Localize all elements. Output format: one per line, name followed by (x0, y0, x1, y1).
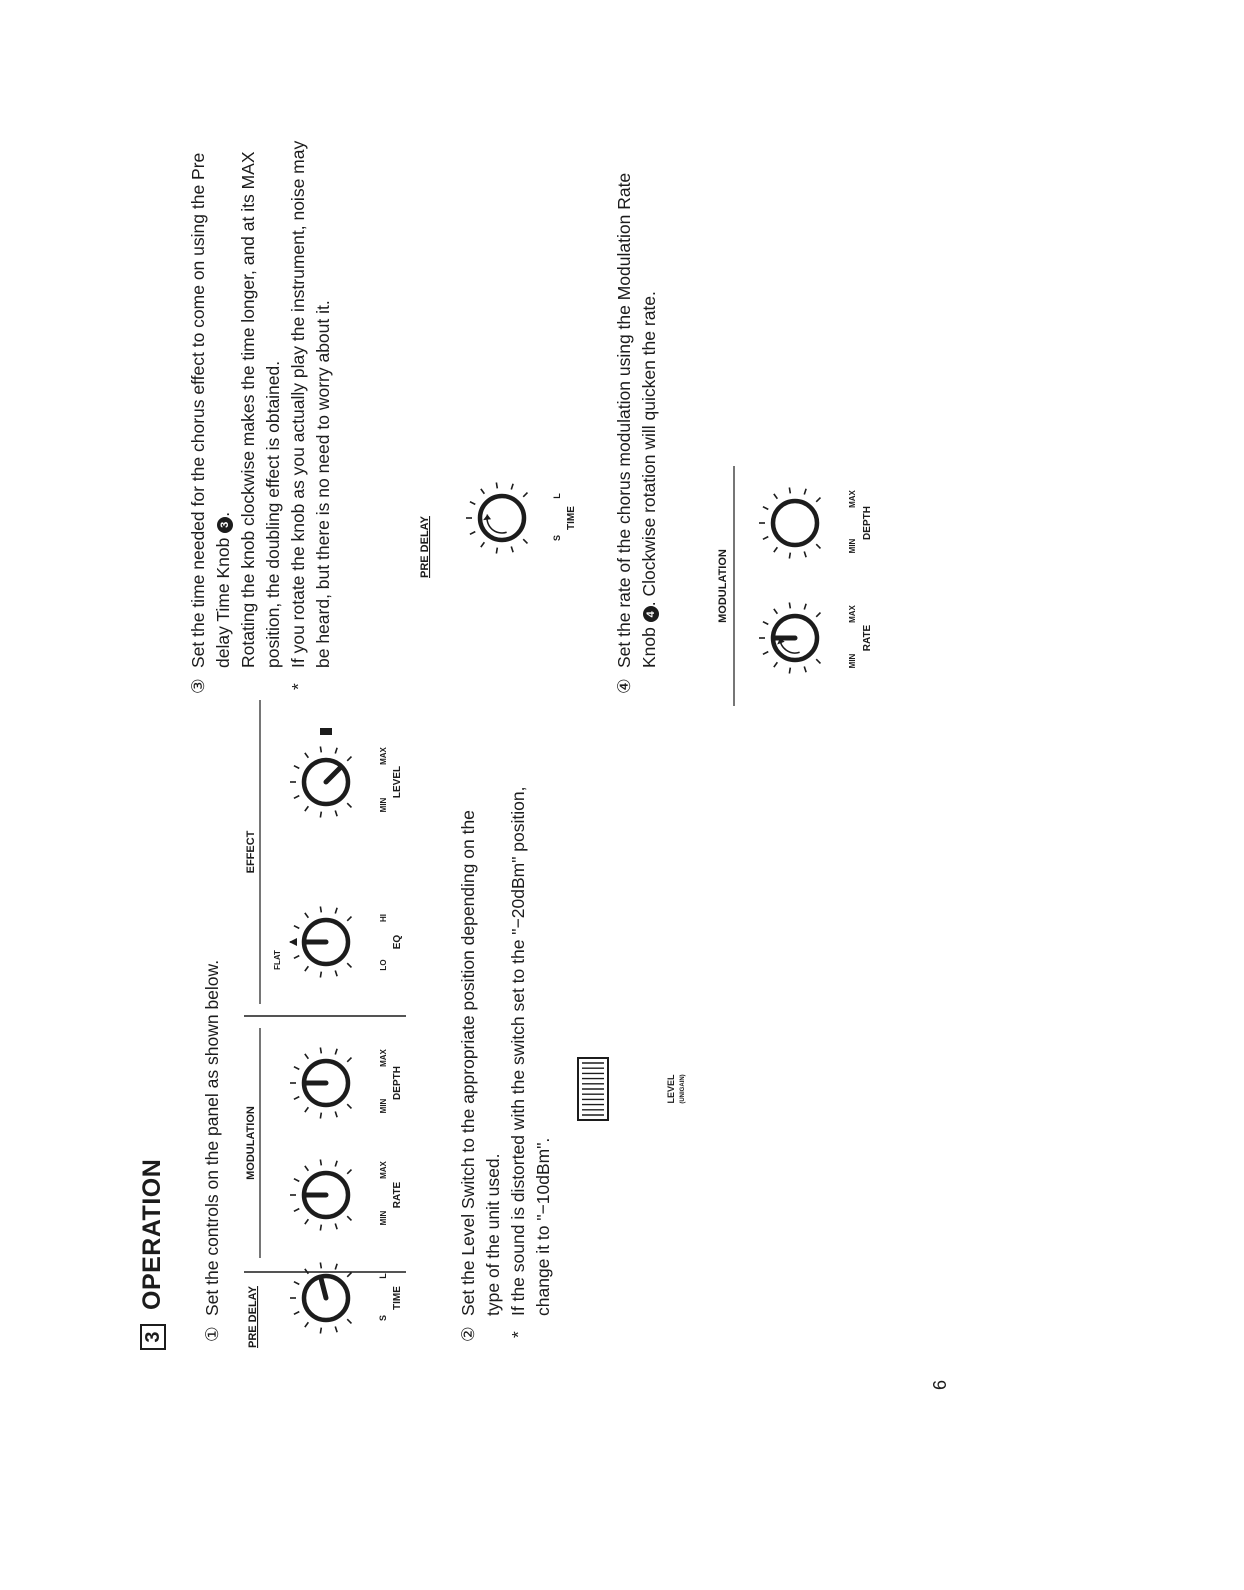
level-switch-label: LEVEL (666, 1074, 676, 1104)
step-3-note: * If you rotate the knob as you actually play the instrument, noise may be heard, but there is no need to worry about it. (288, 140, 333, 690)
modulation-depth-label: DEPTH (862, 506, 873, 540)
modulation-figure-header: MODULATION (717, 549, 729, 623)
step-3-text: Set the time needed for the chorus effect to come on using the Pre delay Time Knob (188, 152, 233, 668)
knob-time-label: TIME (392, 1286, 403, 1310)
step-2 (456, 782, 556, 1342)
section-title: OPERATION (138, 1158, 166, 1310)
step-2-number: ② (458, 1326, 478, 1342)
step-3: ③ Set the time needed for the chorus effect to come on using the Pre delay Time Knob 3. Rotating the knob clockwise makes the time longer, and at its MAX position, the doubling effect is obtained. * If you rotate the knob as you actually play the instrument, noise may be heard, but there is no need to worry about it. (186, 134, 336, 694)
step-1 (200, 822, 225, 1342)
svg-text:L: L (552, 493, 562, 499)
step-4-text: Set the rate of the chorus modulation using the Modulation Rate Knob (614, 172, 659, 668)
svg-text:MIN: MIN (848, 653, 857, 669)
level-switch-figure (574, 980, 694, 1160)
knob-4-badge: 4 (643, 606, 659, 622)
step-1-text: Set the controls on the panel as shown below. (202, 959, 222, 1316)
section-heading (138, 1159, 167, 1350)
svg-text:MIN: MIN (379, 1210, 388, 1226)
svg-text:MIN: MIN (848, 538, 857, 554)
svg-text:MIN: MIN (379, 1098, 388, 1114)
knob-eq-label: EQ (392, 934, 403, 950)
knob-depth-label: DEPTH (392, 1066, 403, 1100)
knob-depth (290, 1047, 403, 1118)
svg-text:MIN: MIN (379, 797, 388, 813)
svg-text:HI: HI (379, 914, 388, 922)
knob-rate (290, 1159, 403, 1230)
control-panel-figure (236, 610, 416, 1350)
modulation-figure (700, 458, 890, 728)
step-2-note-text: If the sound is distorted with the switch set to the "−20dBm" position, change it to "−10dBm". (508, 786, 553, 1316)
section-number: 3 (140, 1324, 166, 1350)
modulation-rate-knob (759, 602, 873, 673)
modulation-depth-knob (759, 487, 873, 558)
modulation-rate-label: RATE (862, 624, 873, 652)
pre-delay-header: PRE DELAY (247, 1286, 259, 1348)
svg-text:L: L (378, 1273, 388, 1279)
step-2-note: * If the sound is distorted with the switch set to the "−20dBm" position, change it to "−10dBm". (508, 786, 553, 1338)
svg-text:LO: LO (379, 959, 388, 971)
svg-text:MAX: MAX (848, 490, 857, 508)
step-2-text: Set the Level Switch to the appropriate position depending on the type of the unit used. (458, 810, 503, 1316)
knob-level (290, 728, 403, 818)
modulation-header: MODULATION (245, 1106, 257, 1180)
svg-text:FLAT: FLAT (273, 950, 282, 970)
knob-eq (273, 906, 403, 977)
pre-delay-time-knob (466, 482, 577, 553)
svg-text:MAX: MAX (379, 1161, 388, 1179)
knob-3-badge: 3 (217, 517, 233, 533)
svg-text:S: S (378, 1314, 388, 1322)
effect-header: EFFECT (245, 830, 257, 874)
pre-delay-figure-header: PRE DELAY (419, 516, 431, 578)
step-4: ④ Set the rate of the chorus modulation using the Modulation Rate Knob 4. Clockwise rotation will quicken the rate. (614, 172, 659, 694)
svg-text:MAX: MAX (848, 605, 857, 623)
step-3-note-text: If you rotate the knob as you actually play the instrument, noise may be heard, but there is no need to worry about it. (288, 140, 333, 668)
step-3-text2: Rotating the knob clockwise makes the time longer, and at its MAX position, the doubling effect is obtained. (238, 151, 283, 668)
step-3-number: ③ (188, 678, 208, 694)
svg-text:S: S (552, 534, 562, 542)
step-1-number: ① (202, 1326, 222, 1342)
page-number: 6 (930, 1379, 950, 1390)
knob-level-label: LEVEL (392, 765, 403, 799)
pre-delay-time-label: TIME (566, 506, 577, 530)
pre-delay-figure (414, 430, 584, 580)
step-4-number: ④ (614, 678, 634, 694)
knob-time (290, 1262, 403, 1333)
knob-rate-label: RATE (392, 1181, 403, 1209)
svg-text:MAX: MAX (379, 1049, 388, 1067)
svg-text:MAX: MAX (379, 747, 388, 765)
level-switch-sublabel: (UNIGAIN) (680, 1074, 686, 1104)
